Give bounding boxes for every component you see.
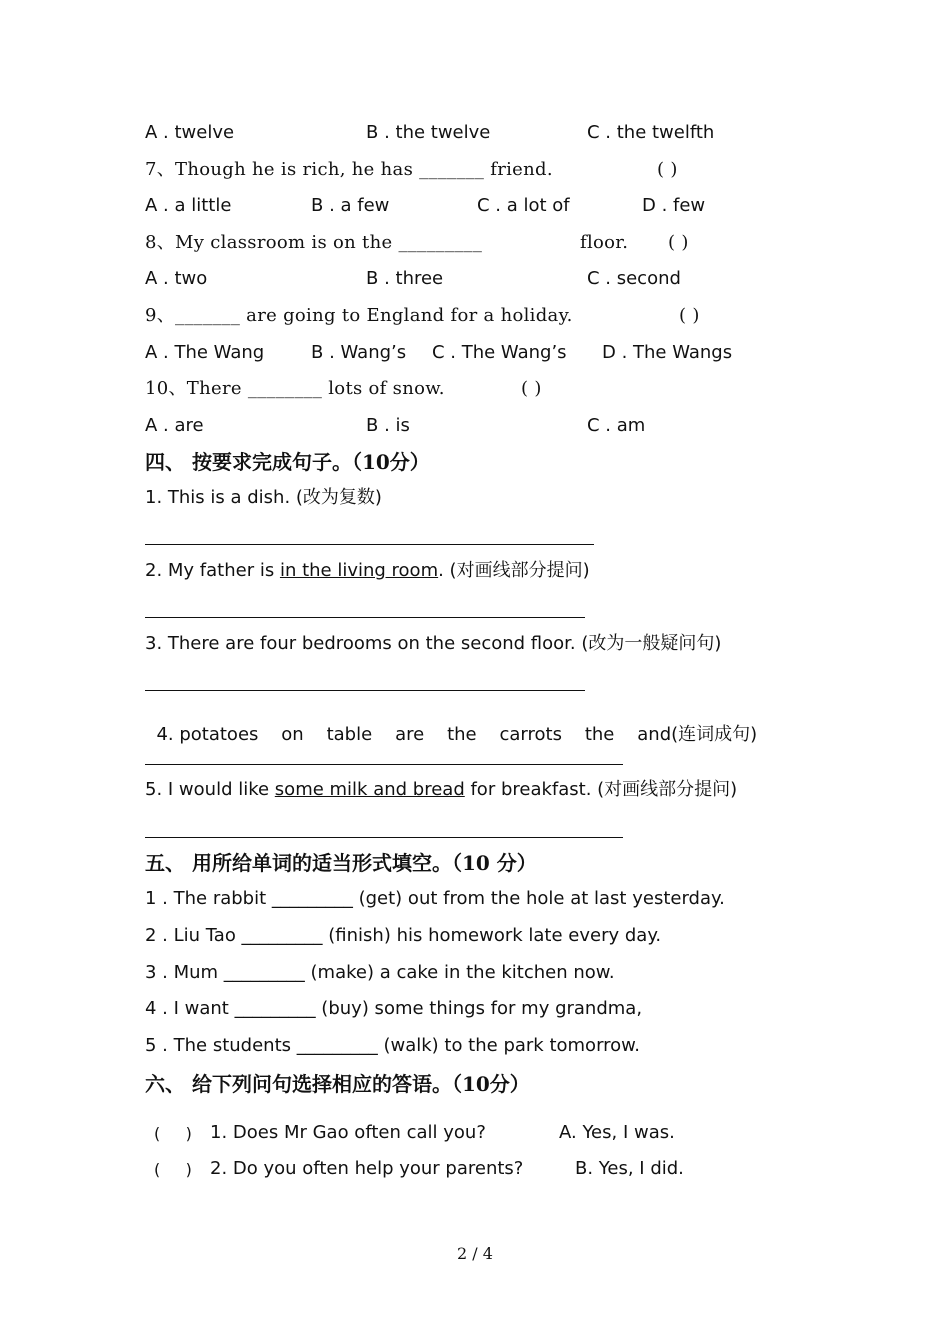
s4-item-3-text: 3. There are four bedrooms on the second floor. (改为一般疑问句) bbox=[145, 633, 722, 654]
q7-option-d: D . few bbox=[642, 195, 706, 216]
q7-stem: 7、Though he is rich, he has _______ friend. bbox=[145, 159, 553, 180]
s4-item-4-text: 4. potatoes on table are the carrots the and(连词成句) bbox=[156, 724, 758, 745]
q8-stem: 8、My classroom is on the _________ bbox=[145, 232, 483, 253]
s4-item-2 bbox=[145, 562, 590, 580]
s4-item-1-text: 1. This is a dish. (改为复数) bbox=[145, 487, 382, 508]
s6-item-2-question: 2. Do you often help your parents? bbox=[210, 1158, 524, 1179]
s6-item-1-answer: A. Yes, I was. bbox=[559, 1122, 675, 1143]
s4-item-2-underlined: in the living room bbox=[279, 560, 439, 581]
s4-answer-line-1[interactable] bbox=[145, 544, 594, 545]
s4-answer-line-3[interactable] bbox=[145, 690, 585, 691]
q9-option-a: A . The Wang bbox=[145, 342, 265, 363]
s5-item-1: 1 . The rabbit _________ (get) out from the hole at last yesterday. bbox=[145, 888, 725, 909]
s4-item-5-pre: 5. I would like bbox=[145, 779, 275, 800]
q7-answer-paren: ( ) bbox=[657, 159, 678, 180]
s5-item-3: 3 . Mum _________ (make) a cake in the kitchen now. bbox=[145, 962, 615, 983]
q8-option-a: A . two bbox=[145, 268, 208, 289]
q9-answer-paren: ( ) bbox=[679, 305, 700, 326]
s5-item-2: 2 . Liu Tao _________ (finish) his homework late every day. bbox=[145, 925, 662, 946]
s5-item-5: 5 . The students _________ (walk) to the park tomorrow. bbox=[145, 1035, 640, 1056]
s4-answer-line-4[interactable] bbox=[145, 764, 623, 765]
s4-item-3 bbox=[145, 635, 721, 653]
page-number: 2 / 4 bbox=[457, 1244, 493, 1263]
section5-title: 五、 用所给单词的适当形式填空。（10 分） bbox=[145, 851, 537, 875]
q9-option-d: D . The Wangs bbox=[602, 342, 733, 363]
s6-item-1-paren[interactable]: ( ) bbox=[154, 1124, 192, 1143]
q7-option-c: C . a lot of bbox=[477, 195, 570, 216]
q6-option-a: A . twelve bbox=[145, 122, 235, 143]
s4-item-5-post: for breakfast. (对画线部分提问) bbox=[464, 779, 738, 800]
q10-stem: 10、There ________ lots of snow. bbox=[145, 378, 445, 399]
q8-option-b: B . three bbox=[366, 268, 444, 289]
q9-option-b: B . Wang’s bbox=[311, 342, 407, 363]
q10-option-b: B . is bbox=[366, 415, 410, 436]
q9-option-c: C . The Wang’s bbox=[432, 342, 567, 363]
q7-option-a: A . a little bbox=[145, 195, 232, 216]
s5-item-4: 4 . I want _________ (buy) some things for my grandma, bbox=[145, 998, 643, 1019]
s4-item-2-post: . (对画线部分提问) bbox=[438, 560, 590, 581]
q8-answer-paren: ( ) bbox=[668, 232, 689, 253]
section6-title: 六、 给下列问句选择相应的答语。（10分） bbox=[145, 1072, 530, 1096]
q6-option-c: C . the twelfth bbox=[587, 122, 715, 143]
q9-stem: 9、_______ are going to England for a holiday. bbox=[145, 305, 573, 326]
s4-answer-line-2[interactable] bbox=[145, 617, 585, 618]
q6-option-b: B . the twelve bbox=[366, 122, 491, 143]
s6-item-1-question: 1. Does Mr Gao often call you? bbox=[210, 1122, 486, 1143]
s4-answer-line-5[interactable] bbox=[145, 837, 623, 838]
s6-item-2-answer: B. Yes, I did. bbox=[575, 1158, 684, 1179]
q8-stem-tail: floor. bbox=[580, 232, 629, 253]
s4-item-5-underlined: some milk and bread bbox=[274, 779, 465, 800]
q10-option-a: A . are bbox=[145, 415, 204, 436]
q10-option-c: C . am bbox=[587, 415, 646, 436]
s4-item-4 bbox=[145, 708, 757, 744]
q7-option-b: B . a few bbox=[311, 195, 390, 216]
s4-item-1 bbox=[145, 489, 382, 507]
q8-option-c: C . second bbox=[587, 268, 681, 289]
q10-answer-paren: ( ) bbox=[521, 378, 542, 399]
s4-item-5 bbox=[145, 781, 737, 799]
s4-item-2-pre: 2. My father is bbox=[145, 560, 280, 581]
section4-title: 四、 按要求完成句子。（10分） bbox=[145, 450, 430, 474]
s6-item-2-paren[interactable]: ( ) bbox=[154, 1160, 192, 1179]
